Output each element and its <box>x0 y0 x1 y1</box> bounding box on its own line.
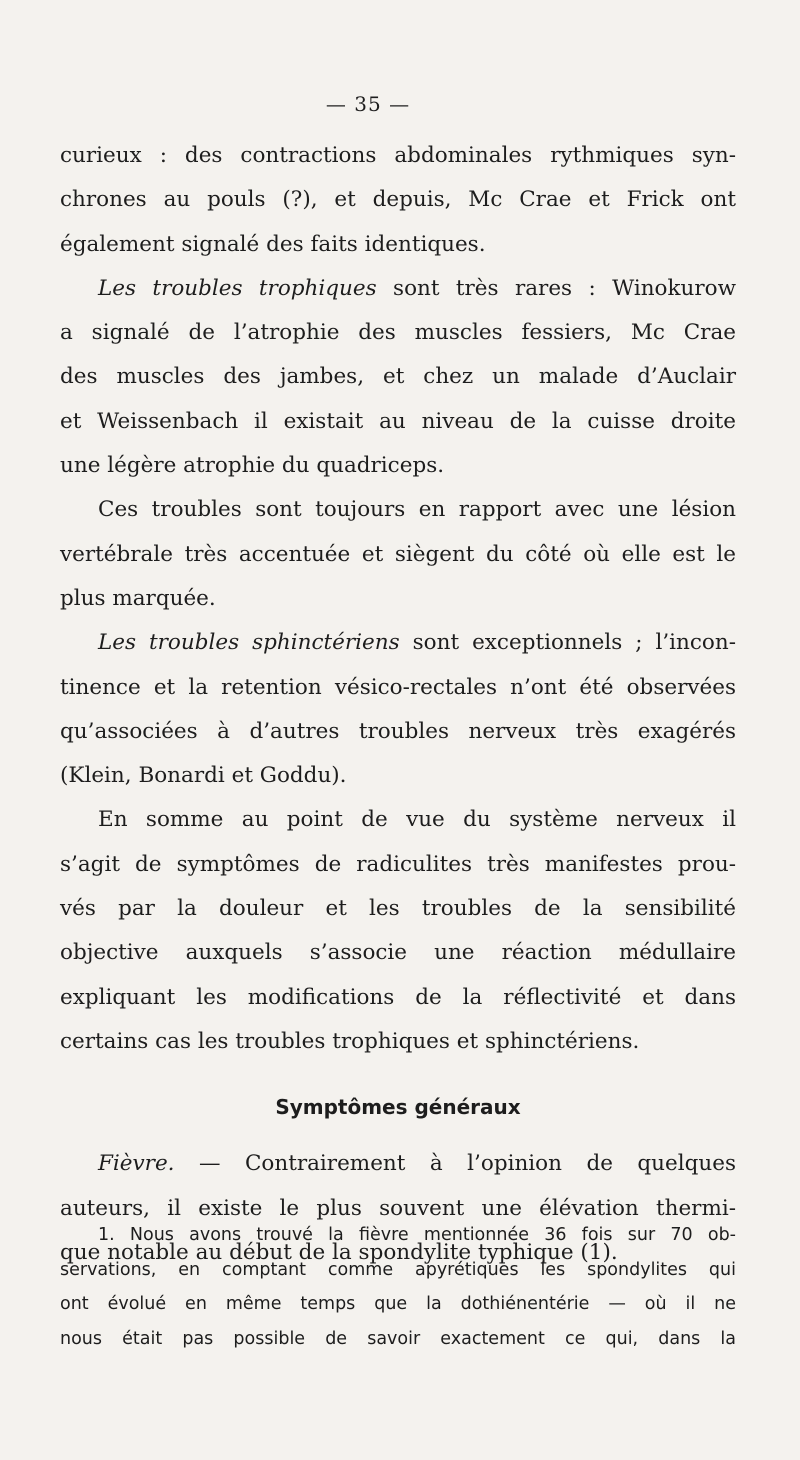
text-line: vés par la douleur et les troubles de la sensibilité <box>60 896 736 922</box>
text-line: En somme au point de vue du système nerveux il <box>98 807 736 833</box>
footnote <box>60 1218 736 1356</box>
text-line: a signalé de l’atrophie des muscles fessiers, Mc Crae <box>60 320 736 346</box>
text-line: plus marquée. <box>60 585 216 611</box>
italic-term: Les troubles sphinctériens <box>98 630 400 656</box>
page-number: — 35 — <box>325 92 411 116</box>
text-line: tinence et la retention vésico-rectales n’ont été observées <box>60 674 736 700</box>
footnote-line: 1. Nous avons trouvé la fièvre mentionnée 36 fois sur 70 ob- <box>98 1225 736 1245</box>
text-line: certains cas les troubles trophiques et sphinctériens. <box>60 1028 640 1054</box>
section-heading: Symptômes généraux <box>275 1095 521 1120</box>
body-text <box>60 134 736 1275</box>
italic-term: Les troubles trophiques <box>98 275 377 301</box>
text-line: chrones au pouls (?), et depuis, Mc Crae et Frick ont <box>60 187 736 213</box>
text-run: — Contrairement à l’opinion de quelques <box>174 1151 736 1177</box>
text-line: qu’associées à d’autres troubles nerveux très exagérés <box>60 718 736 744</box>
text-line: s’agit de symptômes de radiculites très manifestes prou- <box>60 851 736 877</box>
text-line: Ces troubles sont toujours en rapport avec une lésion <box>98 497 736 523</box>
text-line: une légère atrophie du quadriceps. <box>60 453 445 479</box>
text-line: auteurs, il existe le plus souvent une élévation thermi- <box>60 1195 736 1221</box>
text-line: vertébrale très accentuée et siègent du côté où elle est le <box>60 541 736 567</box>
footnote-line: servations, en comptant comme apyrétiques les spondylites qui <box>60 1259 736 1280</box>
footnote-line: ont évolué en même temps que la dothiénentérie — où il ne <box>60 1294 736 1314</box>
text-line: que notable au début de la spondylite typhique (1). <box>60 1239 618 1265</box>
text-line: (Klein, Bonardi et Goddu). <box>60 763 347 789</box>
text-run: sont exceptionnels ; l’incon- <box>399 630 736 656</box>
text-line: également signalé des faits identiques. <box>60 231 486 257</box>
text-run: sont très rares : Winokurow <box>376 275 736 301</box>
text-line: objective auxquels s’associe une réaction médullaire <box>60 940 736 966</box>
text-line: et Weissenbach il existait au niveau de la cuisse droite <box>60 408 736 434</box>
text-line <box>60 621 736 665</box>
text-line <box>60 267 736 311</box>
text-line <box>60 1142 736 1186</box>
italic-term: Fièvre. <box>98 1151 175 1177</box>
footnote-line: nous était pas possible de savoir exactement ce qui, dans la <box>60 1328 736 1349</box>
text-line: des muscles des jambes, et chez un malade d’Auclair <box>60 364 736 390</box>
text-line: expliquant les modifications de la réflectivité et dans <box>60 984 736 1010</box>
text-line: curieux : des contractions abdominales rythmiques syn- <box>60 143 736 168</box>
